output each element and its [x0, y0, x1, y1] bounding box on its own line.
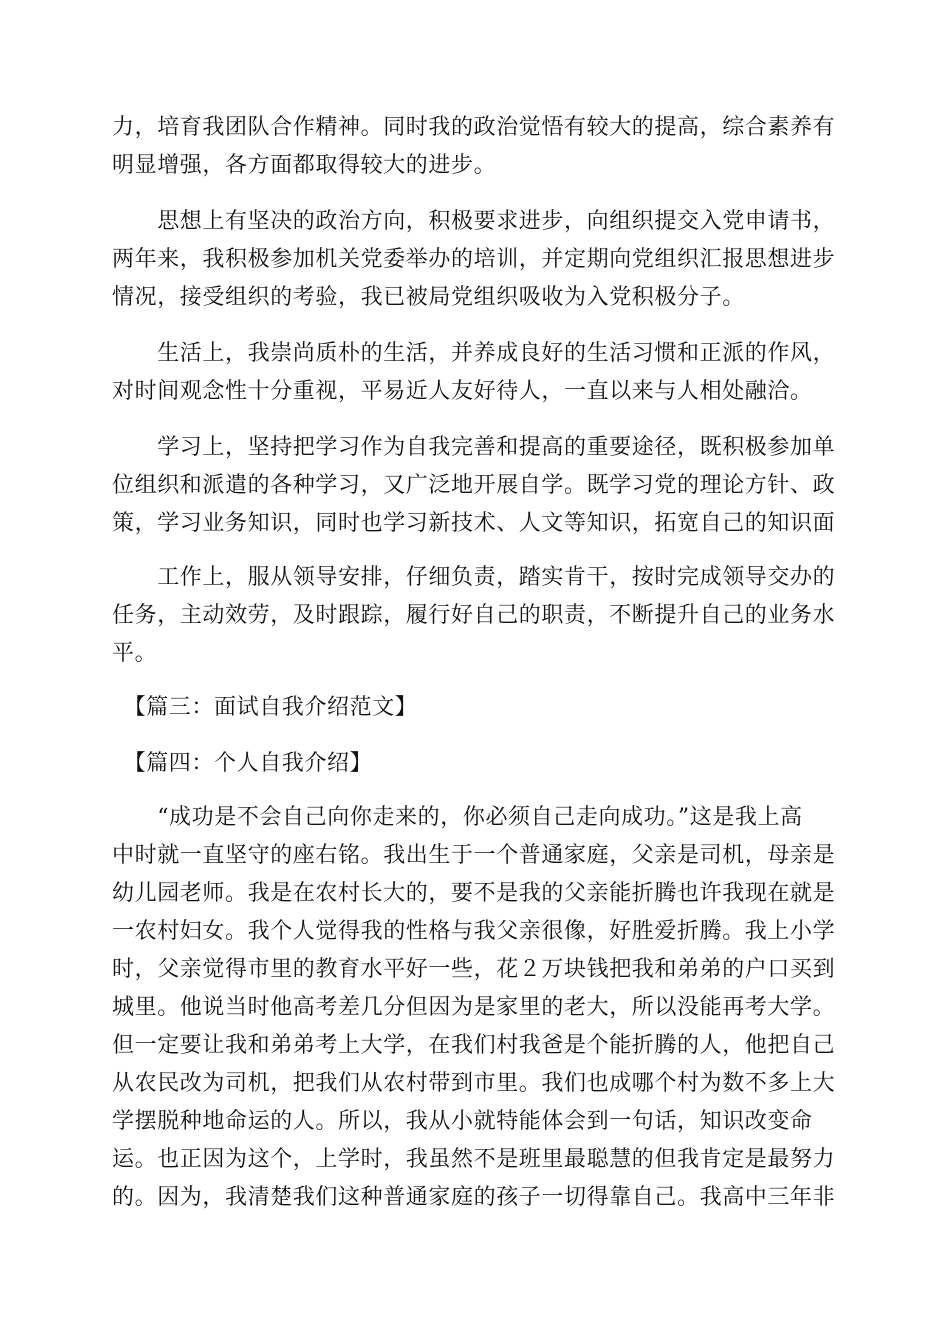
- section-heading: 【篇三：面试自我介绍范文】: [112, 695, 418, 720]
- text-line: 的。因为，我清楚我们这种普通家庭的孩子一切得靠自己。我高中三年非: [112, 1185, 836, 1210]
- text-line: “成功是不会自己向你走来的，你必须自己走向成功。”这是我上高: [112, 805, 803, 830]
- text-line: 运。也正因为这个，上学时，我虽然不是班里最聪慧的但我肯定是最努力: [112, 1147, 836, 1172]
- text-line: 思想上有坚决的政治方向，积极要求进步，向组织提交入党申请书，: [112, 209, 836, 234]
- text-line: 时，父亲觉得市里的教育水平好一些，花２万块钱把我和弟弟的户口买到: [112, 957, 836, 982]
- text-line: 力，培育我团队合作精神。同时我的政治觉悟有较大的提高，综合素养有: [112, 115, 836, 140]
- text-line: 一农村妇女。我个人觉得我的性格与我父亲很像，好胜爱折腾。我上小学: [112, 919, 836, 944]
- text-line: 工作上，服从领导安排，仔细负责，踏实肯干，按时完成领导交办的: [112, 565, 836, 590]
- text-line: 平。: [112, 641, 158, 666]
- text-line: 对时间观念性十分重视，平易近人友好待人，一直以来与人相处融洽。: [112, 379, 813, 404]
- text-line: 情况，接受组织的考验，我已被局党组织吸收为入党积极分子。: [112, 285, 745, 310]
- text-line: 幼儿园老师。我是在农村长大的，要不是我的父亲能折腾也许我现在就是: [112, 881, 836, 906]
- text-line: 但一定要让我和弟弟考上大学，在我们村我爸是个能折腾的人，他把自己: [112, 1033, 836, 1058]
- text-line: 两年来，我积极参加机关党委举办的培训，并定期向党组织汇报思想进步: [112, 247, 836, 272]
- text-line: 明显增强，各方面都取得较大的进步。: [112, 153, 497, 178]
- text-line: 学摆脱种地命运的人。所以，我从小就特能体会到一句话，知识改变命: [112, 1109, 813, 1134]
- text-line: 城里。他说当时他高考差几分但因为是家里的老大，所以没能再考大学。: [112, 995, 836, 1020]
- text-line: 策，学习业务知识，同时也学习新技术、人文等知识，拓宽自己的知识面: [112, 511, 836, 536]
- text-line: 位组织和派遣的各种学习，又广泛地开展自学。既学习党的理论方针、政: [112, 473, 836, 498]
- text-line: 学习上，坚持把学习作为自我完善和提高的重要途径，既积极参加单: [112, 435, 836, 460]
- text-line: 生活上，我崇尚质朴的生活，并养成良好的生活习惯和正派的作风，: [112, 341, 836, 366]
- section-heading: 【篇四：个人自我介绍】: [112, 751, 373, 776]
- text-line: 中时就一直坚守的座右铭。我出生于一个普通家庭，父亲是司机，母亲是: [112, 843, 836, 868]
- text-line: 任务，主动效劳，及时跟踪，履行好自己的职责，不断提升自己的业务水: [112, 603, 836, 628]
- text-line: 从农民改为司机，把我们从农村带到市里。我们也成哪个村为数不多上大: [112, 1071, 836, 1096]
